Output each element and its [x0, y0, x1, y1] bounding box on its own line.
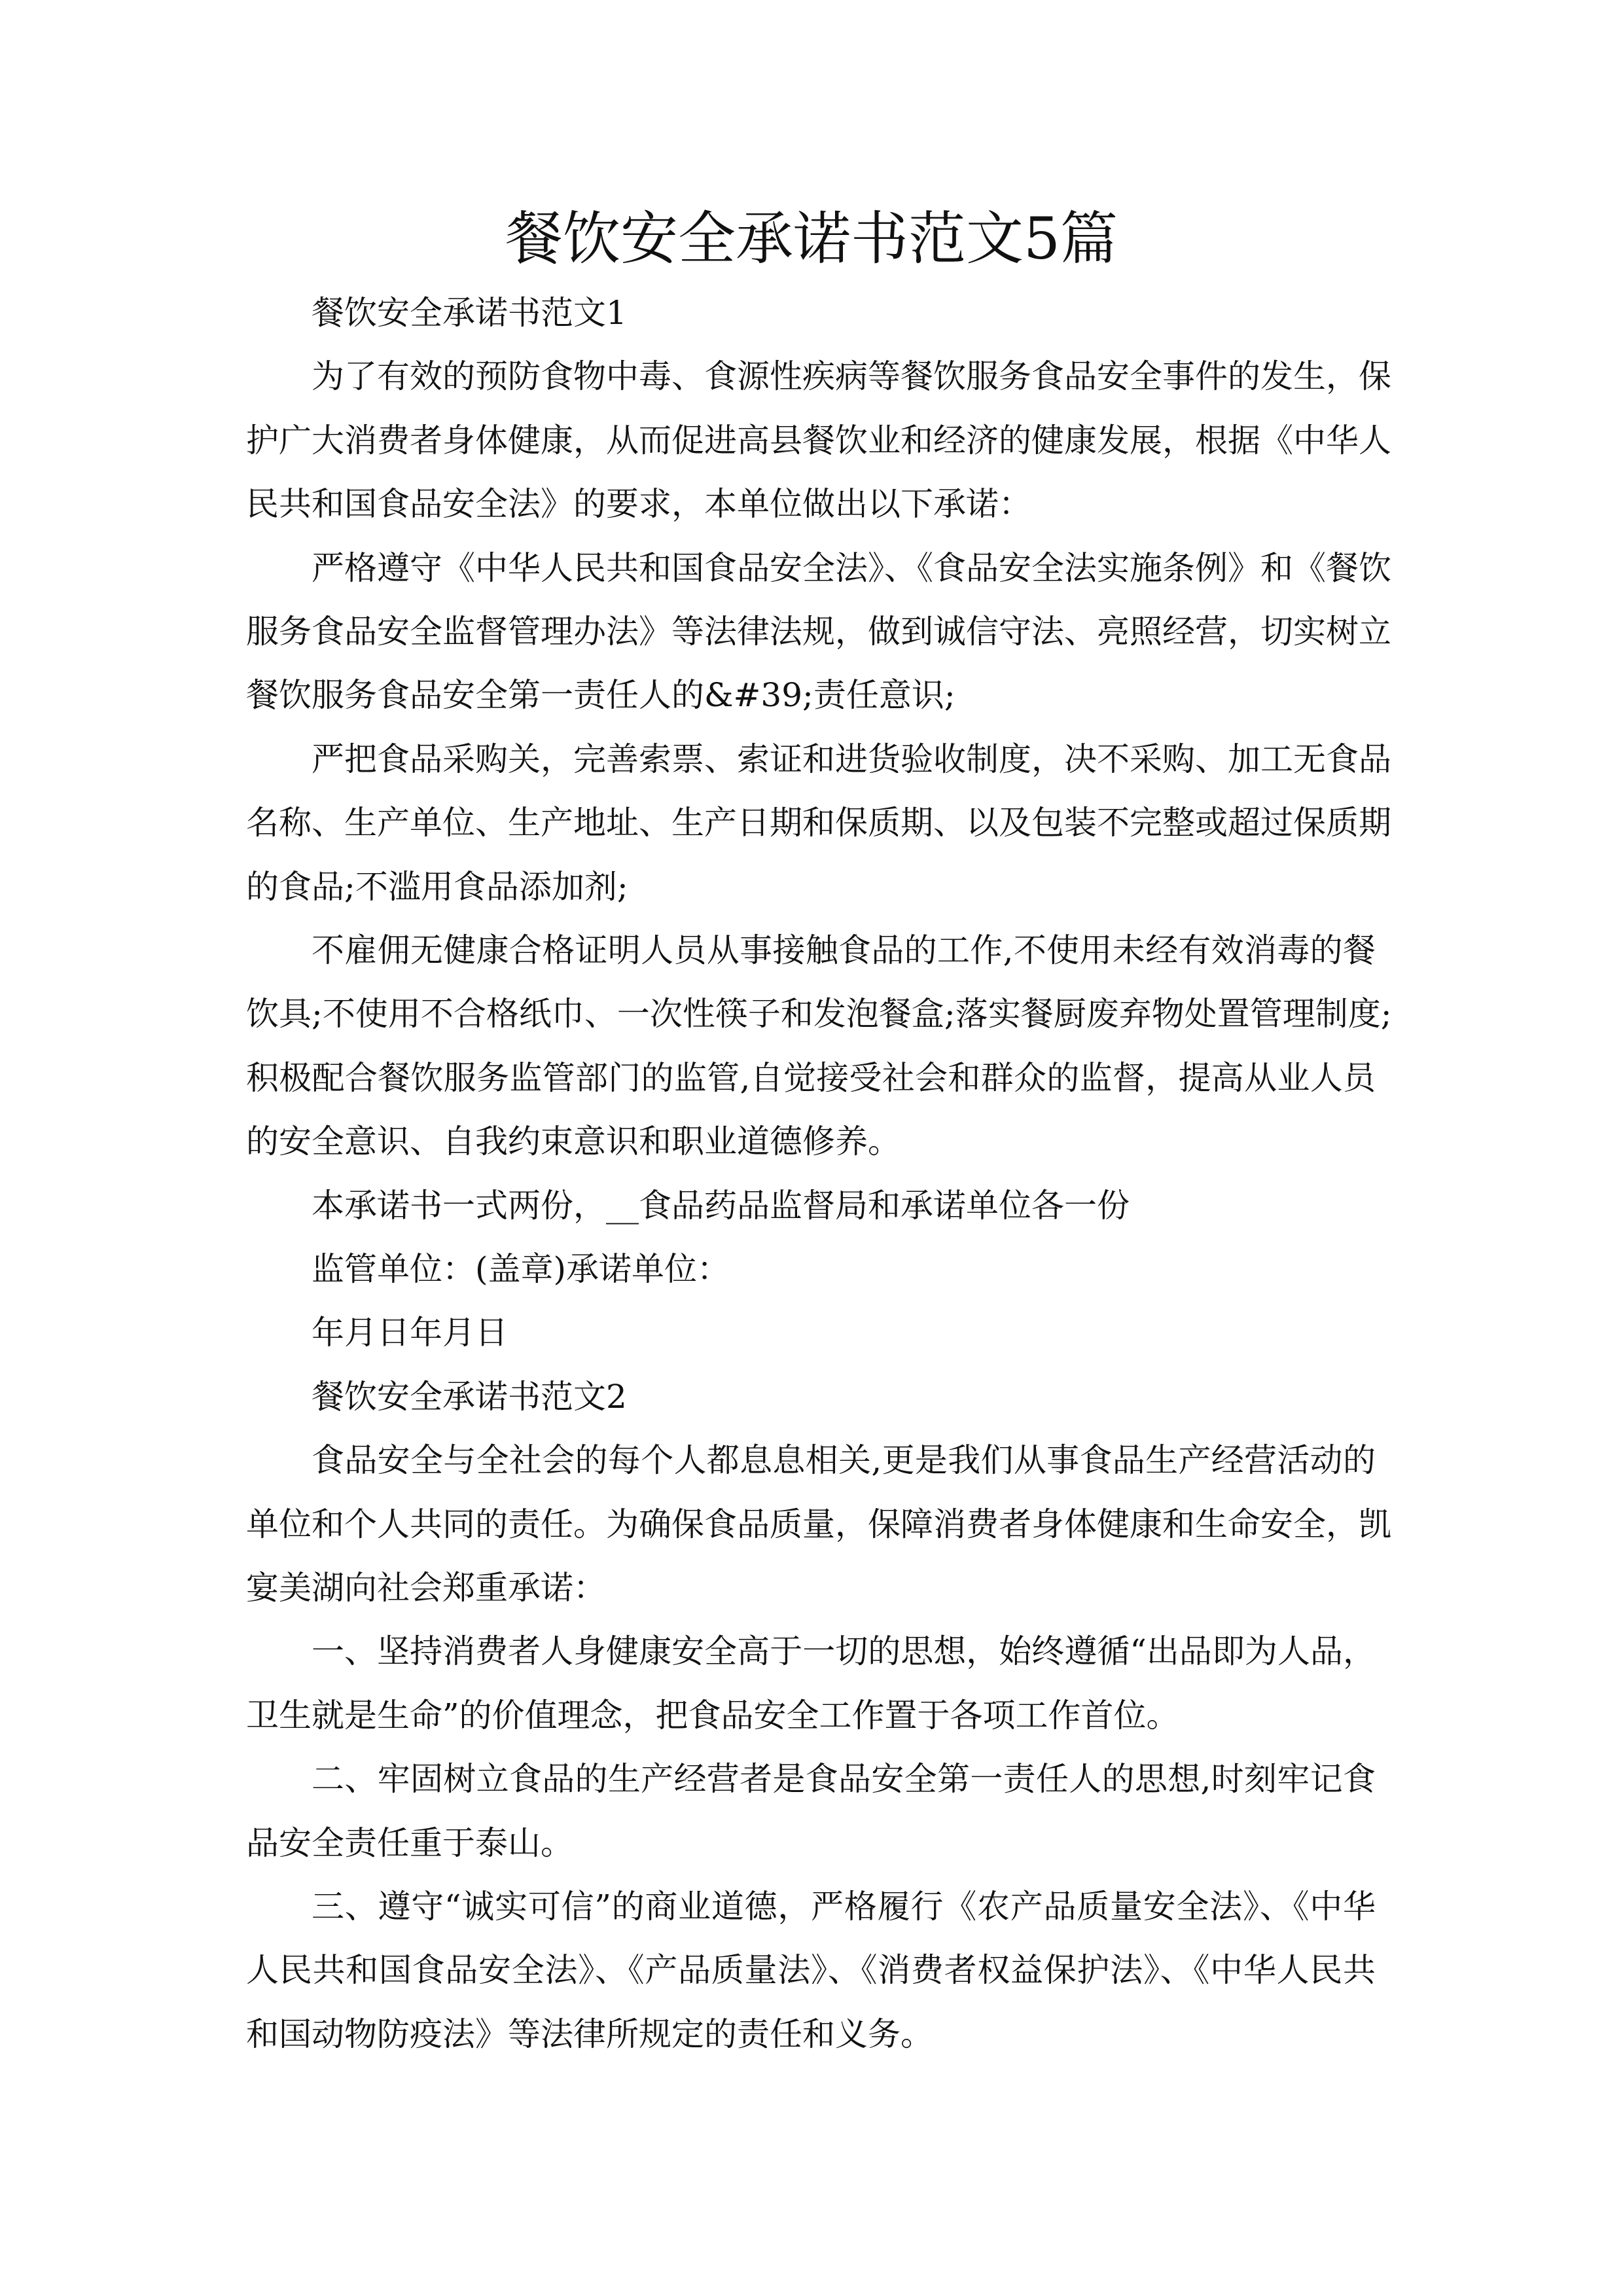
- text-line: 二、牢固树立食品的生产经营者是食品安全第一责任人的思想,时刻牢记食: [312, 1760, 1376, 1798]
- text-line: 宴美湖向社会郑重承诺：: [246, 1569, 606, 1607]
- text-line: 餐饮安全承诺书范文2: [312, 1378, 627, 1416]
- text-line: 积极配合餐饮服务监管部门的监管,自觉接受社会和群众的监督，提高从业人员: [246, 1059, 1376, 1097]
- text-line: 一、坚持消费者人身健康安全高于一切的思想，始终遵循“出品即为人品，: [312, 1632, 1376, 1670]
- text-line: 餐饮服务食品安全第一责任人的&#39;责任意识;: [246, 676, 955, 714]
- text-line: 的安全意识、自我约束意识和职业道德修养。: [246, 1122, 901, 1160]
- text-line: 和国动物防疫法》等法律所规定的责任和义务。: [246, 2015, 933, 2053]
- text-line: 人民共和国食品安全法》、《产品质量法》、《消费者权益保护法》、《中华人民共: [246, 1951, 1376, 1989]
- text-line: 为了有效的预防食物中毒、食源性疾病等餐饮服务食品安全事件的发生，保: [312, 357, 1391, 395]
- text-line: 民共和国食品安全法》的要求，本单位做出以下承诺：: [246, 485, 1031, 523]
- text-line: 服务食品安全监督管理办法》等法律法规，做到诚信守法、亮照经营，切实树立: [246, 613, 1391, 651]
- text-line: 饮具;不使用不合格纸巾、一次性筷子和发泡餐盒;落实餐厨废弃物处置管理制度;: [246, 995, 1392, 1033]
- text-line: 名称、生产单位、生产地址、生产日期和保质期、以及包装不完整或超过保质期: [246, 804, 1391, 842]
- text-line: 餐饮安全承诺书范文1: [312, 294, 627, 332]
- text-line: 本承诺书一式两份，__食品药品监督局和承诺单位各一份: [312, 1187, 1130, 1225]
- text-line: 食品安全与全社会的每个人都息息相关,更是我们从事食品生产经营活动的: [312, 1441, 1376, 1479]
- text-line: 严把食品采购关，完善索票、索证和进货验收制度，决不采购、加工无食品: [312, 740, 1391, 778]
- text-line: 护广大消费者身体健康，从而促进高县餐饮业和经济的健康发展，根据《中华人: [246, 422, 1391, 459]
- text-line: 品安全责任重于泰山。: [246, 1824, 573, 1862]
- text-line: 严格遵守《中华人民共和国食品安全法》、《食品安全法实施条例》和《餐饮: [312, 549, 1391, 587]
- document-title: 餐饮安全承诺书范文5篇: [505, 205, 1118, 272]
- text-line: 监管单位：(盖章)承诺单位：: [312, 1250, 730, 1288]
- text-line: 三、遵守“诚实可信”的商业道德，严格履行《农产品质量安全法》、《中华: [312, 1888, 1376, 1926]
- text-line: 不雇佣无健康合格证明人员从事接触食品的工作,不使用未经有效消毒的餐: [312, 931, 1376, 969]
- text-line: 单位和个人共同的责任。为确保食品质量，保障消费者身体健康和生命安全，凯: [246, 1505, 1391, 1543]
- text-line: 年月日年月日: [312, 1314, 508, 1352]
- text-line: 卫生就是生命”的价值理念，把食品安全工作置于各项工作首位。: [246, 1696, 1179, 1734]
- text-line: 的食品;不滥用食品添加剂;: [246, 868, 628, 906]
